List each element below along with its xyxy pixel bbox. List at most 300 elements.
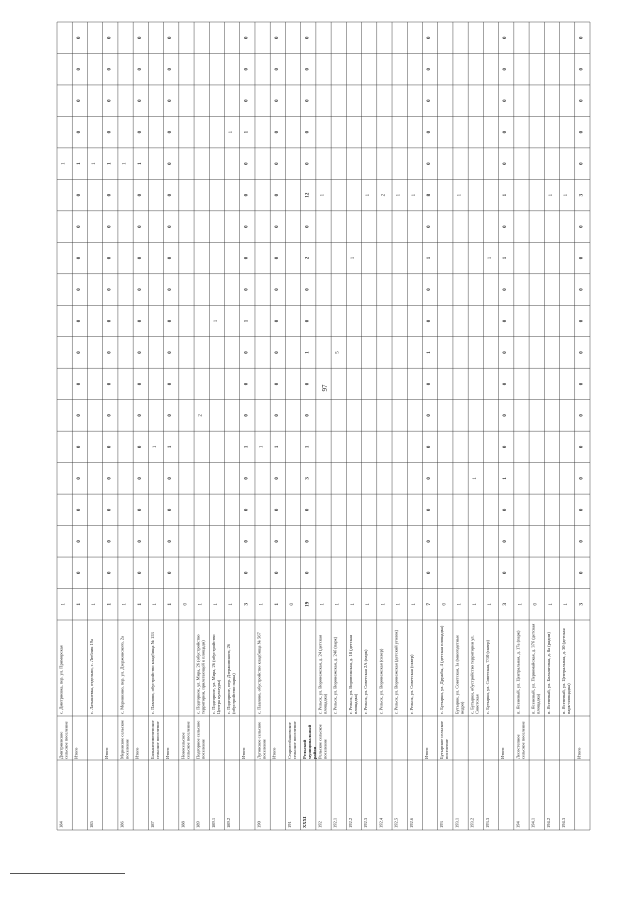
- row-address: г. Рельск, ул. Воронежская, д. 24 (детская площадка): [317, 633, 328, 714]
- row-settlement-name: Итого: [241, 747, 247, 759]
- table-cell-value: 19: [305, 601, 311, 607]
- table-cell-value: 0: [244, 571, 250, 575]
- row-settlement-name: Итого: [423, 747, 429, 759]
- table-cell-value: 0: [274, 36, 280, 39]
- table-cell-value: 0: [579, 225, 585, 228]
- row-number: 185: [88, 821, 94, 828]
- row-address: Бутырки, ул. Советская, 1а (многодетные ведро): [454, 633, 465, 714]
- table-cell-value: 0: [244, 225, 250, 228]
- table-cell-value: 1: [244, 130, 250, 134]
- table-cell-value: 1: [396, 193, 402, 197]
- table-cell-value: 8: [427, 193, 433, 197]
- row-number: 189: [195, 821, 201, 828]
- table-cell-value: 0: [107, 99, 113, 102]
- table-cell-value: 1: [457, 193, 463, 197]
- table-cell-value: 0: [579, 414, 585, 417]
- table-cell-value: 0: [76, 319, 82, 323]
- table-cell-value: 0: [579, 99, 585, 102]
- table-cell-value: 0: [76, 382, 82, 386]
- table-cell-value: 1: [335, 603, 341, 606]
- table-cell-value: 3: [305, 477, 311, 480]
- row-address: г. Рельск, ул. Советская (сквер): [408, 654, 414, 714]
- table-cell-value: 0: [137, 445, 143, 449]
- table-cell-value: 0: [503, 382, 509, 386]
- table-cell-value: 0: [427, 319, 433, 323]
- row-number: 194: [515, 821, 521, 828]
- table-cell-value: 0: [244, 288, 250, 291]
- table-cell-value: 0: [503, 414, 509, 417]
- table-cell-value: 0: [137, 508, 143, 512]
- table-cell-value: 0: [579, 130, 585, 134]
- table-cell-value: 1: [229, 130, 235, 134]
- table-cell-value: 0: [107, 256, 113, 260]
- table-cell-value: 0: [427, 67, 433, 71]
- row-settlement-name: Подгорное сельское поселение: [195, 719, 206, 759]
- table-cell-value: 0: [503, 508, 509, 512]
- table-cell-value: 0: [274, 571, 280, 575]
- table-cell-value: 1: [350, 603, 356, 606]
- table-cell-value: 0: [427, 414, 433, 417]
- table-cell-value: 3: [579, 193, 585, 197]
- table-cell-value: 1: [168, 603, 174, 606]
- table-cell-value: 2: [198, 414, 204, 417]
- table-cell-value: 0: [305, 571, 311, 575]
- table-cell-value: 0: [168, 414, 174, 417]
- table-cell-value: 0: [503, 225, 509, 228]
- table-cell-value: 0: [427, 540, 433, 543]
- table-cell-value: 0: [274, 225, 280, 228]
- row-number: XXXI: [302, 816, 308, 828]
- table-cell-value: 0: [137, 225, 143, 228]
- table-cell-value: 0: [274, 288, 280, 291]
- table-cell-value: 0: [107, 540, 113, 543]
- row-number: 192.1: [332, 817, 338, 828]
- table-cell-value: 0: [107, 414, 113, 417]
- table-cell-value: 1: [320, 603, 326, 606]
- table-cell-value: 0: [168, 382, 174, 386]
- table-cell-value: 0: [168, 540, 174, 543]
- table-cell-value: 0: [579, 382, 585, 386]
- row-settlement-name: Итого: [500, 747, 506, 759]
- row-address: п. Ясеневый, ул. Больничная, д. 8а (рядом): [545, 632, 551, 714]
- row-settlement-name: Луговское сельское поселение: [256, 720, 267, 759]
- table-cell-value: 2: [305, 256, 311, 260]
- table-cell-value: 0: [274, 477, 280, 480]
- table-cell-value: 0: [76, 193, 82, 197]
- table-cell-value: 0: [427, 225, 433, 228]
- row-settlement-name: Рельское сельское поселение: [317, 723, 328, 759]
- row-address: с. Бутырки, обустройство территории ул. Советская: [469, 634, 480, 714]
- table-cell-value: 1: [122, 162, 128, 165]
- table-cell-value: 0: [274, 256, 280, 260]
- table-cell-value: 3: [244, 603, 250, 606]
- table-cell-value: 0: [244, 540, 250, 543]
- table-cell-value: 0: [579, 571, 585, 575]
- table-cell-value: 1: [61, 603, 67, 606]
- table-cell-value: 0: [274, 319, 280, 323]
- table-cell-value: 0: [137, 99, 143, 102]
- row-settlement-name: Итого: [576, 747, 582, 759]
- table-cell-value: 1: [213, 319, 219, 323]
- table-cell-value: 1: [396, 603, 402, 606]
- table-cell-value: 1: [518, 603, 524, 606]
- table-cell-value: 0: [168, 225, 174, 228]
- row-number: 192.3: [363, 817, 369, 828]
- row-settlement-name: Рельский муниципальный район: [302, 723, 318, 759]
- row-number: 191: [286, 821, 292, 828]
- row-address: г. Рельск, ул. Воронежская (сквер): [378, 648, 384, 714]
- table-cell-value: 0: [244, 351, 250, 354]
- table-cell-value: 0: [503, 67, 509, 71]
- table-cell-value: 0: [168, 571, 174, 575]
- row-number: 193: [439, 821, 445, 828]
- table-cell-value: 0: [579, 540, 585, 543]
- table-cell-value: 3: [579, 603, 585, 606]
- table-cell-value: 0: [107, 319, 113, 323]
- row-settlement-name: Дмитриевское сельское поселение: [58, 721, 69, 759]
- table-cell-value: 0: [137, 130, 143, 134]
- row-number: 192.6: [408, 817, 414, 828]
- table-cell-value: 0: [579, 351, 585, 354]
- table-cell-value: 0: [533, 603, 539, 606]
- table-cell-value: 12: [305, 192, 311, 198]
- table-cell-value: 0: [427, 571, 433, 575]
- row-address: с. Подгорное, ул. Мира, 26 (обустройство территории, прилегающей к площади): [195, 633, 206, 714]
- row-settlement-name: Итого: [271, 747, 277, 759]
- table-cell-value: 1: [457, 603, 463, 606]
- table-cell-value: 0: [76, 540, 82, 543]
- table-cell-value: 1: [259, 445, 265, 449]
- table-cell-value: 1: [427, 351, 433, 354]
- table-cell-value: 0: [244, 256, 250, 260]
- table-cell-value: 0: [244, 36, 250, 39]
- table-cell-value: 0: [107, 36, 113, 39]
- table-cell-value: 0: [427, 445, 433, 449]
- table-cell-value: 0: [137, 67, 143, 71]
- row-number: 186: [119, 821, 125, 828]
- table-cell-value: 0: [76, 288, 82, 291]
- table-cell-value: 0: [76, 36, 82, 39]
- table-cell-value: 0: [427, 36, 433, 39]
- table-cell-value: 0: [168, 162, 174, 165]
- row-number: 192.4: [378, 817, 384, 828]
- table-cell-value: 0: [137, 193, 143, 197]
- table-cell-value: 1: [137, 162, 143, 165]
- row-address: с. Бутырки, ул. Дружбы, 4 (детская площадка): [439, 625, 445, 714]
- table-cell-value: 0: [76, 130, 82, 134]
- table-cell-value: 0: [427, 477, 433, 480]
- table-cell-value: 1: [350, 256, 356, 260]
- table-cell-value: 0: [427, 508, 433, 512]
- row-address: с. Подгорное, пер. Дзержинского, 26 (обустройство парка): [226, 642, 237, 714]
- table-cell-value: 0: [579, 319, 585, 323]
- table-cell-value: 0: [137, 288, 143, 291]
- table-cell-value: 0: [274, 382, 280, 386]
- row-settlement-name: Итого: [165, 747, 171, 759]
- table-cell-value: 0: [76, 445, 82, 449]
- table-cell-value: 0: [76, 351, 82, 354]
- row-number: 192.2: [347, 817, 353, 828]
- row-address: п. Ясеневый, ул. Центральная, д. 17а (парк): [515, 630, 521, 714]
- table-cell-value: 0: [579, 477, 585, 480]
- table-cell-value: 0: [274, 99, 280, 102]
- table-cell-value: 0: [244, 414, 250, 417]
- table-cell-value: 0: [244, 99, 250, 102]
- table-cell-value: 0: [137, 382, 143, 386]
- table-cell-value: 0: [168, 130, 174, 134]
- table-cell-value: 1: [488, 256, 494, 260]
- table-cell-value: 0: [305, 508, 311, 512]
- table-cell-value: 0: [107, 445, 113, 449]
- row-settlement-name: Бутырское сельское поселение: [439, 719, 450, 759]
- row-number: 192.5: [393, 817, 399, 828]
- table-cell-value: 0: [137, 414, 143, 417]
- row-address: г. Рельск, ул. Воронежская, д. 24б (парк): [332, 636, 338, 714]
- row-number: 187: [149, 821, 155, 828]
- table-cell-value: 1: [564, 603, 570, 606]
- table-cell-value: 0: [76, 99, 82, 102]
- table-cell-value: 1: [229, 603, 235, 606]
- table-cell-value: 0: [305, 414, 311, 417]
- table-cell-value: 1: [548, 193, 554, 197]
- row-address: с. Меринкино, пер. ул. Дзержинского, 2а: [119, 635, 125, 714]
- table-cell-value: 0: [503, 571, 509, 575]
- table-cell-value: 0: [244, 193, 250, 197]
- table-cell-value: 0: [427, 382, 433, 386]
- table-cell-value: 0: [503, 319, 509, 323]
- row-number: 193.1: [454, 817, 460, 828]
- table-cell-value: 0: [579, 508, 585, 512]
- table-cell-value: 1: [381, 603, 387, 606]
- table-cell-value: 0: [305, 162, 311, 165]
- table-cell-value: 5: [335, 351, 341, 354]
- table-cell-value: 0: [107, 193, 113, 197]
- table-cell-value: 0: [244, 508, 250, 512]
- table-cell-value: 0: [305, 319, 311, 323]
- table-cell-value: 0: [244, 67, 250, 71]
- row-settlement-name: Итого: [73, 747, 79, 759]
- table-cell-value: 0: [579, 67, 585, 71]
- table-cell-value: 0: [274, 351, 280, 354]
- table-cell-value: 0: [168, 508, 174, 512]
- table-cell-value: 0: [168, 193, 174, 197]
- table-cell-value: 1: [259, 603, 265, 606]
- row-address: с. Павлово, обустройство кладбища № 153: [149, 632, 155, 714]
- row-address: с. Бутырки, ул. Советская, 7/10 (сквер): [484, 639, 490, 714]
- table-cell-value: 0: [137, 256, 143, 260]
- table-cell-value: 0: [137, 319, 143, 323]
- table-cell-value: 1: [366, 603, 372, 606]
- table-cell-value: 0: [168, 256, 174, 260]
- table-cell-value: 1: [411, 603, 417, 606]
- table-cell-value: 0: [305, 36, 311, 39]
- table-cell-value: 1: [107, 603, 113, 606]
- table-cell-value: 1: [137, 603, 143, 606]
- row-address: г. Рельск, ул. Воронежская, д. 18 (детская площадка): [347, 633, 359, 714]
- table-cell-value: 0: [168, 36, 174, 39]
- table-cell-value: 0: [107, 508, 113, 512]
- row-settlement-name: Новосельское сельское поселение: [180, 721, 191, 759]
- table-cell-value: 1: [107, 162, 113, 165]
- table-cell-value: 0: [503, 351, 509, 354]
- table-cell-value: 0: [274, 508, 280, 512]
- table-cell-value: 0: [137, 540, 143, 543]
- row-address: с. Подгорное, ул. Мира, 26 (обустройство Центра культуры): [210, 633, 221, 714]
- table-cell-value: 0: [305, 382, 311, 386]
- table-cell-value: 1: [274, 445, 280, 449]
- table-cell-value: 1: [76, 603, 82, 606]
- table-cell-value: 0: [107, 477, 113, 480]
- table-cell-value: 1: [503, 477, 509, 480]
- row-address: г. Рельск, ул. Советская 2А (парк): [363, 649, 369, 714]
- table-cell-value: 0: [503, 130, 509, 134]
- row-number: 190: [256, 821, 262, 828]
- row-address: п. Ясеневый, ул. Первомайская, д. 37б (детская площадка): [530, 622, 541, 714]
- row-number: 184: [58, 821, 64, 828]
- table-cell-value: 0: [579, 36, 585, 39]
- row-number: 188: [180, 821, 186, 828]
- row-settlement-name: Меринское сельское поселение: [119, 718, 130, 759]
- table-cell-value: 1: [122, 603, 128, 606]
- table-cell-value: 0: [503, 540, 509, 543]
- table-cell-value: 0: [107, 67, 113, 71]
- table-cell-value: 1: [61, 162, 67, 165]
- table-cell-value: 0: [274, 540, 280, 543]
- scan-edge-line: [10, 873, 125, 874]
- table-cell-value: 1: [168, 445, 174, 449]
- row-address: с. Павлово, обустройство кладбища № 567: [256, 632, 262, 714]
- table-cell-value: 0: [137, 351, 143, 354]
- table-cell-value: 7: [427, 603, 433, 606]
- table-cell-value: 1: [92, 162, 98, 165]
- row-number: 193.3: [484, 817, 490, 828]
- table-cell-value: 0: [244, 477, 250, 480]
- row-number: 194.3: [561, 817, 567, 828]
- table-cell-value: 0: [168, 319, 174, 323]
- table-cell-value: 0: [503, 162, 509, 165]
- table-cell-value: 1: [274, 603, 280, 606]
- table-cell-value: 2: [381, 193, 387, 197]
- table-cell-value: 1: [244, 319, 250, 323]
- table-cell-value: 1: [503, 256, 509, 260]
- row-number: 189.1: [210, 817, 216, 828]
- table-cell-value: 0: [274, 67, 280, 71]
- table-cell-value: 0: [305, 67, 311, 71]
- table-cell-value: 1: [198, 603, 204, 606]
- row-address: г. Рельск, ул. Воронежская (детский уголок): [393, 629, 399, 714]
- table-cell-value: 0: [107, 288, 113, 291]
- table-cell-value: 0: [290, 603, 296, 606]
- table-cell-value: 0: [137, 477, 143, 480]
- table-cell-value: 0: [427, 162, 433, 165]
- table-cell-value: 0: [168, 477, 174, 480]
- table-cell-value: 0: [427, 99, 433, 102]
- table-cell-value: 0: [107, 351, 113, 354]
- table-cell-value: 0: [579, 288, 585, 291]
- table-cell-value: 0: [76, 508, 82, 512]
- table-cell-value: 0: [168, 67, 174, 71]
- table-cell-value: 1: [503, 193, 509, 197]
- row-settlement-name: Большеизмененское сельское поселение: [149, 719, 161, 759]
- table-cell-value: 1: [411, 193, 417, 197]
- table-cell-value: 1: [152, 603, 158, 606]
- table-cell-value: 0: [305, 99, 311, 102]
- table-cell-value: 1: [548, 603, 554, 606]
- table-cell-value: 1: [244, 445, 250, 449]
- table-cell-value: 0: [274, 414, 280, 417]
- table-cell-value: 0: [579, 445, 585, 449]
- table-cell-value: 1: [320, 193, 326, 197]
- row-address: с. Латышевка, отдельно, с. Люблик 19а: [88, 638, 94, 714]
- table-cell-value: 0: [503, 445, 509, 449]
- table-cell-value: 0: [244, 382, 250, 386]
- table-cell-value: 1: [472, 603, 478, 606]
- table-cell-value: 0: [76, 256, 82, 260]
- table-cell-value: 0: [305, 540, 311, 543]
- table-cell-value: 0: [76, 571, 82, 575]
- table-cell-value: 0: [107, 130, 113, 134]
- table-cell-value: 0: [76, 67, 82, 71]
- row-number: 194.2: [545, 817, 551, 828]
- table-cell-value: 1: [472, 477, 478, 480]
- table-cell-value: 1: [366, 193, 372, 197]
- table-cell-value: 1: [305, 445, 311, 449]
- table-cell-value: 0: [442, 603, 448, 606]
- table-cell-value: 0: [244, 162, 250, 165]
- table-cell-value: 1: [213, 603, 219, 606]
- table-cell-value: 1: [564, 193, 570, 197]
- table-cell-value: 0: [503, 36, 509, 39]
- table-cell-value: 0: [107, 225, 113, 228]
- table-cell-value: 1: [76, 162, 82, 165]
- table-cell-value: 0: [168, 288, 174, 291]
- row-settlement-name: Староюзбашевское сельское поселение: [286, 721, 298, 759]
- table-cell-value: 0: [579, 256, 585, 260]
- table-cell-value: 0: [137, 36, 143, 39]
- row-number: 193.2: [469, 817, 475, 828]
- row-address: с. Дмитриевка, пер. ул. Приморская: [58, 645, 64, 714]
- row-address: п. Ясеневый, ул. Центральная, д. 30 (детская парк-площадка): [561, 627, 572, 714]
- table-cell-value: 0: [183, 603, 189, 606]
- row-number: 194.1: [530, 817, 536, 828]
- table-cell-value: 1: [427, 256, 433, 260]
- table-cell-value: 0: [76, 477, 82, 480]
- table-cell-value: 1: [152, 445, 158, 449]
- table-cell-value: 0: [168, 99, 174, 102]
- row-number: 189.2: [226, 817, 232, 828]
- row-settlement-name: Итого: [104, 747, 110, 759]
- row-settlement-name: Лесостепное сельское поселение: [515, 721, 526, 759]
- table-cell-value: 0: [427, 288, 433, 291]
- table-cell-value: 1: [305, 351, 311, 354]
- table-cell-value: 0: [107, 382, 113, 386]
- row-settlement-name: Итого: [134, 747, 140, 759]
- table-cell-value: 0: [503, 99, 509, 102]
- table-cell-value: 0: [76, 225, 82, 228]
- table-cell-value: 1: [92, 603, 98, 606]
- table-cell-value: 0: [305, 288, 311, 291]
- table-cell-value: 0: [137, 571, 143, 575]
- table-cell-value: 0: [107, 571, 113, 575]
- table-cell-value: 0: [168, 351, 174, 354]
- table-cell-value: 0: [305, 130, 311, 134]
- table-cell-value: 0: [427, 130, 433, 134]
- table-cell-value: 1: [488, 603, 494, 606]
- table-cell-value: 0: [274, 130, 280, 134]
- table-cell-value: 0: [579, 162, 585, 165]
- table-cell-value: 0: [305, 225, 311, 228]
- table-cell-value: 0: [76, 414, 82, 417]
